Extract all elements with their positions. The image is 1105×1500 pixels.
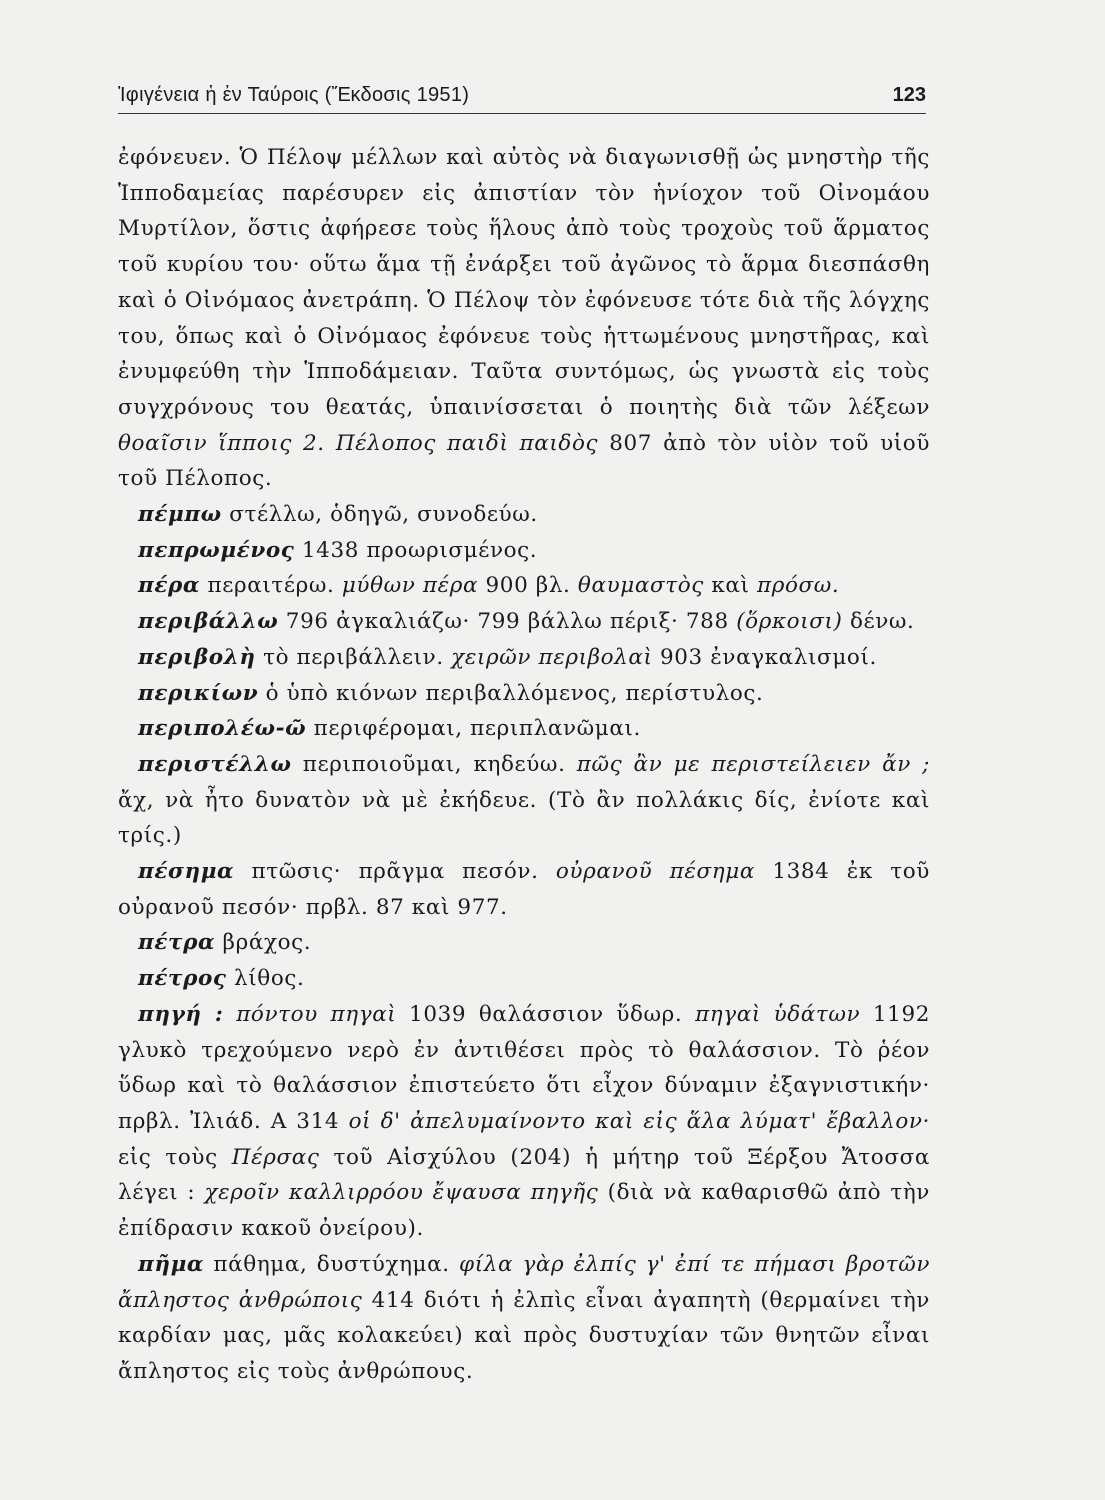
headword: πέμπω bbox=[138, 502, 222, 528]
headword: περικίων bbox=[138, 680, 259, 706]
entry-quote: πρόσω. bbox=[756, 573, 840, 599]
intro-paragraph bbox=[118, 140, 930, 497]
entry-text: περιποιοῦμαι, κηδεύω. bbox=[291, 751, 577, 777]
headword: περιβάλλω bbox=[138, 609, 279, 635]
headword: πηγή : bbox=[138, 1001, 224, 1027]
entry-quote: χεροῖν καλλιρρόου ἔψαυσα πηγῆς bbox=[204, 1180, 599, 1206]
entry-text: 796 ἀγκαλιάζω· 799 βάλλω πέριξ· 788 bbox=[278, 609, 737, 635]
entry-quote: μύθων πέρα bbox=[341, 573, 479, 599]
entry-text: πάθημα, δυστύχημα. bbox=[204, 1251, 460, 1277]
entry-petra bbox=[118, 925, 930, 961]
entry-text: λίθος. bbox=[226, 966, 305, 992]
headword: πέτρος bbox=[138, 966, 227, 992]
entry-text: τοῦ Αἰσχύλου (204) ἡ μήτηρ τοῦ Ξέρξου Ἄτοσσα λέγει : bbox=[118, 1144, 930, 1206]
headword: πέρα bbox=[138, 573, 201, 599]
entry-peripoleo bbox=[118, 711, 930, 747]
entry-text: εἰς τοὺς bbox=[118, 1144, 232, 1170]
entry-text: 1192 γλυκὸ τρεχούμενο νερὸ ἐν ἀντιθέσει πρὸς τὸ θαλάσσιον. Τὸ ῥέον ὕδωρ καὶ τὸ θαλάσσιον ἐπιστεύετο ὅτι εἶχον δύναμιν ἐξαγνιστικήν· πρβλ. Ἰλιάδ. Α 314 bbox=[118, 1001, 931, 1134]
entry-text: δένω. bbox=[842, 609, 915, 635]
entry-text: 1384 ἐκ τοῦ οὐρανοῦ πεσόν· πρβλ. 87 καὶ 977. bbox=[118, 859, 930, 920]
entry-text: (διὰ νὰ καθαρισθῶ ἀπὸ τὴν ἐπίδρασιν κακοῦ ὀνείρου). bbox=[118, 1180, 930, 1242]
entry-quote: θαυμαστὸς bbox=[577, 573, 704, 599]
entry-pera bbox=[118, 568, 930, 604]
entry-text: περιφέρομαι, περιπλανῶμαι. bbox=[306, 716, 641, 742]
entry-text: στέλλω, ὁδηγῶ, συνοδεύω. bbox=[221, 502, 538, 528]
entry-quote: πηγαὶ ὑδάτων bbox=[695, 1001, 861, 1027]
entry-text: περαιτέρω. bbox=[200, 573, 342, 599]
entry-text: βράχος. bbox=[215, 930, 312, 956]
entry-text: τὸ περιβάλλειν. bbox=[255, 644, 452, 670]
entry-text: καὶ bbox=[703, 573, 757, 599]
entry-quote: Πέρσας bbox=[231, 1144, 320, 1170]
entry-pege bbox=[118, 997, 930, 1247]
headword: πῆμα bbox=[138, 1251, 205, 1277]
entry-peristello bbox=[118, 747, 930, 854]
entry-quote: (ὅρκοισι) bbox=[736, 609, 843, 635]
entry-pema bbox=[118, 1247, 930, 1390]
entry-text: 1438 προωρισμένος. bbox=[294, 537, 538, 563]
headword: περιστέλλω bbox=[138, 751, 292, 777]
entry-text: 900 βλ. bbox=[478, 573, 578, 599]
entry-peribole bbox=[118, 640, 930, 676]
running-title: Ἰφιγένεια ἡ ἐν Ταύροις (Ἔκδοσις 1951) bbox=[118, 84, 470, 106]
page-header bbox=[118, 76, 926, 114]
entry-quote: φίλα γὰρ ἐλπίς γ' ἐπί τε πήμασι βροτῶν ἄπληστος ἀνθρώποις bbox=[118, 1251, 930, 1313]
intro-quote-1: θοαῖσιν ἵπποις 2. bbox=[118, 430, 325, 456]
entry-quote: πῶς ἂν με περιστείλειεν ἄν ; bbox=[576, 751, 930, 777]
entry-periballo bbox=[118, 604, 930, 640]
entry-quote: πόντου πηγαὶ bbox=[236, 1001, 397, 1027]
entry-text: ἄχ, νὰ ἦτο δυνατὸν νὰ μὲ ἐκήδευε. (Τὸ ἂν πολλάκις δίς, ἐνίοτε καὶ τρίς.) bbox=[118, 787, 930, 849]
intro-text-2: 807 ἀπὸ τὸν υἱὸν τοῦ υἱοῦ τοῦ Πέλοπος. bbox=[118, 430, 930, 492]
headword: περιβολὴ bbox=[138, 644, 256, 670]
intro-quote-2: Πέλοπος παιδὶ παιδὸς bbox=[335, 430, 599, 456]
page-body bbox=[118, 140, 930, 1390]
headword: πέσημα bbox=[138, 859, 235, 885]
entry-quote: οἱ δ' ἀπελυμαίνοντο καὶ εἰς ἅλα λύματ' ἔβαλλον· bbox=[348, 1108, 931, 1134]
entry-text: 1039 θαλάσσιον ὕδωρ. bbox=[396, 1001, 696, 1027]
headword: πεπρωμένος bbox=[138, 537, 295, 563]
headword: περιπολέω-ῶ bbox=[138, 716, 307, 742]
entry-quote: οὐρανοῦ πέσημα bbox=[555, 859, 755, 885]
entry-text: 903 ἐναγκαλισμοί. bbox=[652, 644, 877, 670]
entry-text: ὁ ὑπὸ κιόνων περιβαλλόμενος, περίστυλος. bbox=[258, 680, 764, 706]
entry-pempo bbox=[118, 497, 930, 533]
entry-text: πτῶσις· πρᾶγμα πεσόν. bbox=[234, 859, 556, 885]
headword: πέτρα bbox=[138, 930, 216, 956]
entry-quote: χειρῶν περιβολαὶ bbox=[451, 644, 653, 670]
entry-peproomenos bbox=[118, 533, 930, 569]
entry-pesema bbox=[118, 854, 930, 925]
entry-perikion bbox=[118, 676, 930, 712]
intro-text-1: ἐφόνευεν. Ὁ Πέλοψ μέλλων καὶ αὐτὸς νὰ διαγωνισθῇ ὡς μνηστὴρ τῆς Ἱπποδαμείας παρέσυρεν εἰς ἀπιστίαν τὸν ἡνίοχον τοῦ Οἰνομάου Μυρτίλον, ὅστις ἀφήρεσε τοὺς ἥλους ἀπὸ τοὺς τροχοὺς τοῦ ἅρματος τοῦ κυρίου του· οὕτω ἅμα τῇ ἐνάρξει τοῦ ἀγῶνος τὸ ἅρμα διεσπάσθη καὶ ὁ Οἰνόμαος ἀνετράπη. Ὁ Πέλοψ τὸν ἐφόνευσε τότε διὰ τῆς λόγχης του, ὅπως καὶ ὁ Οἰνόμαος ἐφόνευε τοὺς ἡττωμένους μνηστῆρας, καὶ ἐνυμφεύθη τὴν Ἱπποδάμειαν. Ταῦτα συντόμως, ὡς γνωστὰ εἰς τοὺς συγχρόνους του θεατάς, ὑπαινίσσεται ὁ ποιητὴς διὰ τῶν λέξεων bbox=[118, 145, 930, 420]
page-number: 123 bbox=[892, 84, 926, 106]
entry-petros bbox=[118, 961, 930, 997]
entry-text: 414 διότι ἡ ἐλπὶς εἶναι ἀγαπητὴ (θερμαίνει τὴν καρδίαν μας, μᾶς κολακεύει) καὶ πρὸς δυστυχίαν τῶν θνητῶν εἶναι ἄπληστος εἰς τοὺς ἀνθρώπους. bbox=[118, 1287, 930, 1384]
